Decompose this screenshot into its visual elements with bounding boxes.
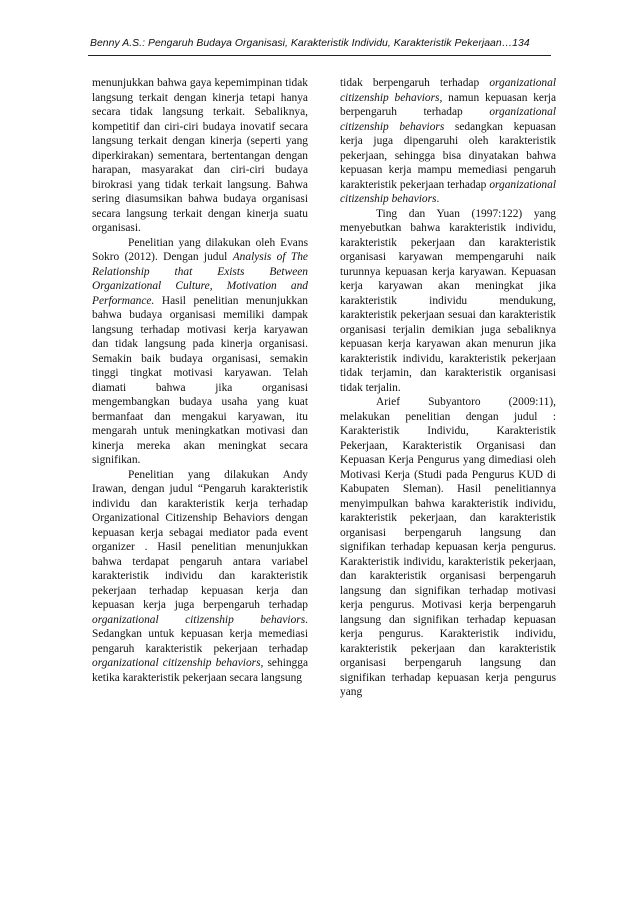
- text-run: Ting dan Yuan (1997:122) yang menyebutkan bahwa karakteristik individu, karakteristik pekerjaan dan karakteristik organisasi karyawan mempengaruhi naik turunnya kepuasan kerja karyawan. Kepuasan kerja karyawan akan meningkat jika karakteristik individu mendukung, karakteristik pekerjaan sesuai dan karakteristik organisasi terjalin demikian juga sebaliknya kepuasan kerja karyawan akan menurun jika karakteristik individu, karakteristik pekerjaan tidak terjamin, dan karakteristik organisasi tidak terjalin.: [340, 207, 556, 394]
- text-run: . Sedangkan untuk kepuasan kerja memediasi pengaruh karakteristik pekerjaan terhadap: [92, 613, 308, 655]
- paragraph: [340, 395, 556, 700]
- italic-term: Analysis of The Relationship that Exists Between Organizational Culture, Motivation and Performance.: [92, 251, 308, 307]
- paragraph: [92, 236, 308, 468]
- italic-term: organizational citizenship behaviors: [340, 178, 556, 205]
- text-run: namun kepuasan kerja berpengaruh terhadap: [340, 91, 556, 118]
- running-header: [90, 38, 550, 49]
- paragraph: [340, 207, 556, 396]
- italic-term: organizational citizenship behaviors,: [92, 657, 264, 669]
- running-title: Benny A.S.: Pengaruh Budaya Organisasi, Karakteristik Individu, Karakteristik Pekerjaan…: [90, 38, 513, 49]
- italic-term: organizational citizenship behaviors,: [340, 77, 556, 104]
- text-run: menunjukkan bahwa gaya kepemimpinan tidak langsung terkait dengan kinerja tetapi hanya secara tidak langsung terkait. Sebaliknya, kompetitif dan ciri-ciri budaya inovatif secara langsung terkait dengan kinerja (seperti yang diperkirakan) sementara, bertentangan dengan harapan, masyarakat dan ciri-ciri budaya birokrasi yang tidak terkait langsung. Bahwa sering diasumsikan bahwa budaya organisasi secara langsung terkait dengan kinerja suatu organisasi.: [92, 77, 308, 234]
- text-run: tidak berpengaruh terhadap: [340, 77, 490, 89]
- text-run: Hasil penelitian menunjukkan bahwa budaya organisasi memiliki dampak langsung terhadap motivasi kerja karyawan dan tidak langsung pada kinerja organisasi. Semakin baik budaya organisasi, semakin tinggi tingkat motivasi karyawan. Telah diamati bahwa jika organisasi mengembangkan budaya usaha yang kuat bermanfaat dan mengakui karyawan, itu mengarah untuk meningkatkan motivasi dan kinerja mereka akan meningkat secara signifikan.: [92, 294, 308, 466]
- header-rule: [88, 55, 551, 56]
- text-run: Penelitian yang dilakukan oleh Evans Sokro (2012). Dengan judul: [92, 236, 308, 263]
- paragraph: [340, 76, 556, 207]
- page-number: 134: [512, 38, 530, 49]
- right-text-column: [340, 76, 556, 700]
- left-text-column: [92, 76, 308, 685]
- italic-term: organizational citizenship behaviors: [92, 613, 306, 626]
- paragraph: [92, 468, 308, 686]
- text-run: Arief Subyantoro (2009:11), melakukan penelitian dengan judul : Karakteristik Individu, Karakteristik Pekerjaan, Karakteristik Organisasi dan Kepuasan Kerja Pengurus yang dimediasi oleh Motivasi Kerja (Studi pada Pengurus KUD di Kabupaten Sleman). Hasil penelitiannya menyimpulkan bahwa karakteristik individu, karakteristik pekerjaan, dan karakteristik organisasi berpengaruh langsung dan signifikan terhadap kepuasan kerja pengurus. Karakteristik individu, karakteristik pekerjaan, dan karakteristik organisasi berpengaruh langsung dan signifikan terhadap motivasi kerja pengurus. Motivasi kerja berpengaruh langsung dan signifikan terhadap kepuasan kerja pengurus. Karakteristik individu, karakteristik pekerjaan dan karakteristik organisasi berpengaruh langsung dan signifikan terhadap kepuasan kerja pengurus yang: [340, 396, 556, 698]
- text-run: sehingga ketika karakteristik pekerjaan secara langsung: [92, 657, 308, 684]
- text-run: Penelitian yang dilakukan Andy Irawan, dengan judul “Pengaruh karakteristik individu dan karakteristik kerja terhadap Organizational Citizenship Behaviors dengan kepuasan kerja sebagai mediator pada event organizer . Hasil penelitian menunjukkan bahwa terdapat pengaruh antara variabel karakteristik individu dan karakteristik pekerjaan terhadap kepuasan kerja dan kepuasan kerja juga berpengaruh terhadap: [92, 468, 308, 611]
- text-run: sedangkan kepuasan kerja juga dipengaruhi oleh karakteristik pekerjaan, sehingga bisa dinyatakan bahwa kepuasan kerja mampu memediasi pengaruh karakteristik pekerjaan terhadap: [340, 120, 556, 191]
- paragraph: [92, 76, 308, 236]
- text-run: .: [436, 193, 440, 205]
- italic-term: organizational citizenship behaviors: [340, 106, 556, 133]
